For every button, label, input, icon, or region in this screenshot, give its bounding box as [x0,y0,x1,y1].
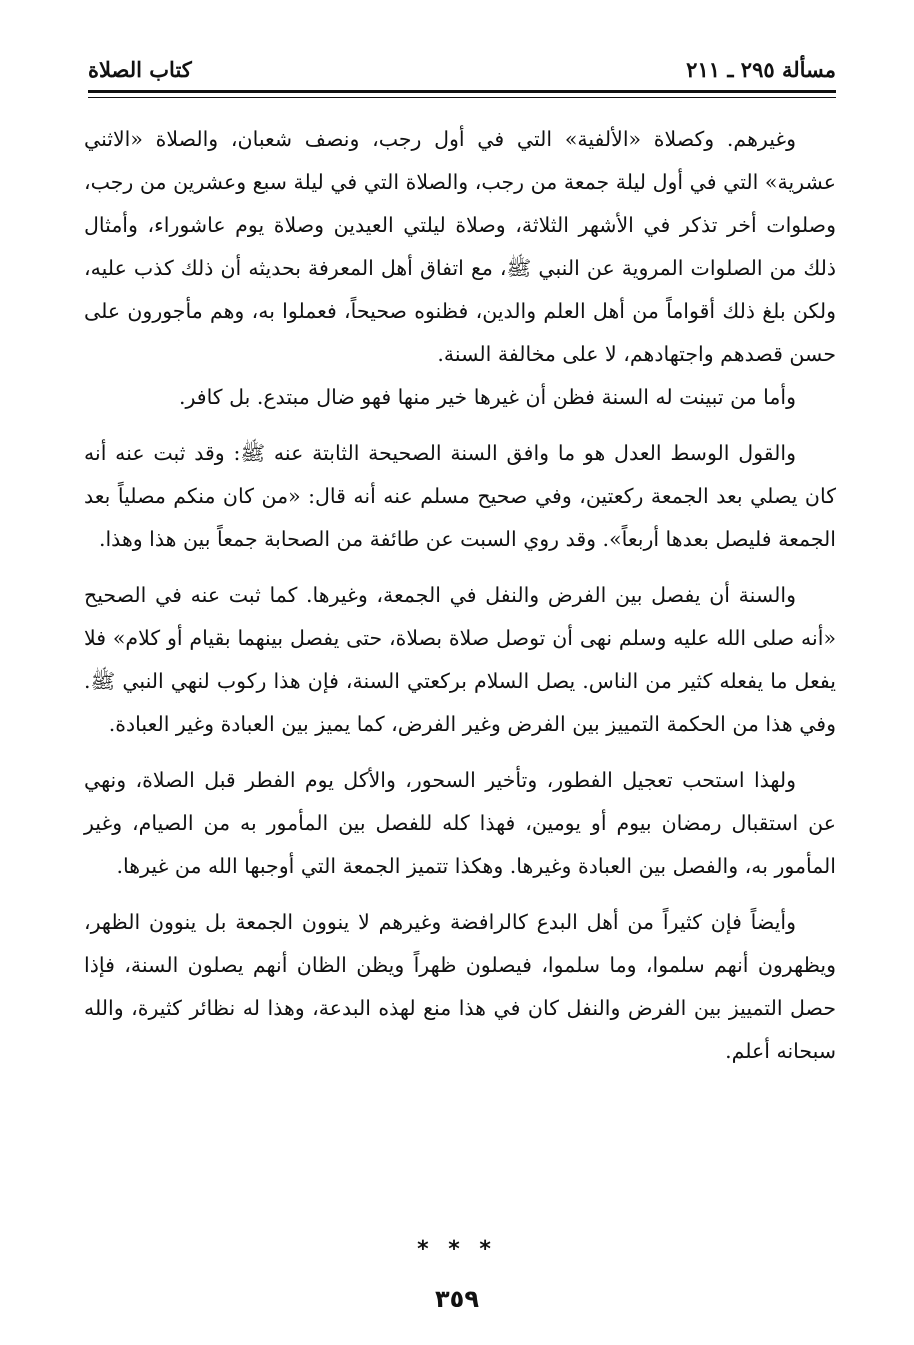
header-issue-number: مسألة ٢٩٥ ـ ٢١١ [686,57,836,82]
paragraph-3: والقول الوسط العدل هو ما وافق السنة الصحيحة الثابتة عنه ﷺ: وقد ثبت عنه أنه كان يصلي بعد الجمعة ركعتين، وفي صحيح مسلم عنه أنه قال: «من كان منكم مصلياً بعد الجمعة فليصل بعدها أربعاً». وقد روي السبت عن طائفة من الصحابة جمعاً بين هذا وهذا. [84,441,836,551]
header-rule-thick [88,90,836,93]
section-separator: * * * [417,1237,497,1262]
header-rule-thin [88,97,836,98]
paragraph-4: والسنة أن يفصل بين الفرض والنفل في الجمعة، وغيرها. كما ثبت عنه في الصحيح «أنه صلى الله عليه وسلم نهى أن توصل صلاة بصلاة، حتى يفصل بينهما بقيام أو كلام» فلا يفعل ما يفعله كثير من الناس. يصل السلام بركعتي السنة، فإن هذا ركوب لنهي النبي ﷺ. وفي هذا من الحكمة التمييز بين الفرض وغير الفرض، كما يميز بين العبادة وغير العبادة. [84,583,836,736]
paragraph-5: ولهذا استحب تعجيل الفطور، وتأخير السحور، والأكل يوم الفطر قبل الصلاة، ونهي عن استقبال رمضان بيوم أو يومين، فهذا كله للفصل بين المأمور به من الصيام، وغير المأمور به، والفصل بين العبادة وغيرها. وهكذا تتميز الجمعة التي أوجبها الله من غيرها. [84,768,837,878]
page-header [88,48,836,92]
paragraph-1: وغيرهم. وكصلاة «الألفية» التي في أول رجب، ونصف شعبان، والصلاة «الاثني عشرية» التي في أول ليلة جمعة من رجب، والصلاة التي في ليلة سبع وعشرين من رجب، وصلوات أخر تذكر في الأشهر الثلاثة، وصلاة ليلتي العيدين وصلاة يوم عاشوراء، وأمثال ذلك من الصلوات المروية عن النبي ﷺ، مع اتفاق أهل المعرفة بحديثه أن ذلك كذب عليه، ولكن بلغ ذلك أقواماً من أهل العلم والدين، فظنوه صحيحاً، فعملوا به، وهم مأجورون على حسن قصدهم واجتهادهم، لا على مخالفة السنة. [84,127,836,366]
page-body [84,118,836,1073]
paragraph-6: وأيضاً فإن كثيراً من أهل البدع كالرافضة وغيرهم لا ينوون الجمعة بل ينوون الظهر، ويظهرون أنهم سلموا، وما سلموا، فيصلون ظهراً ويظن الظان أنهم يصلون السنة، فإذا حصل التمييز بين الفرض والنفل كان في هذا منع لهذه البدعة، وهذا له نظائر كثيرة، والله سبحانه أعلم. [84,910,836,1063]
header-book-title: كتاب الصلاة [88,57,192,82]
paragraph-2: وأما من تبينت له السنة فظن أن غيرها خير منها فهو ضال مبتدع. بل كافر. [178,385,796,409]
page-number: ٣٥٩ [435,1285,479,1313]
